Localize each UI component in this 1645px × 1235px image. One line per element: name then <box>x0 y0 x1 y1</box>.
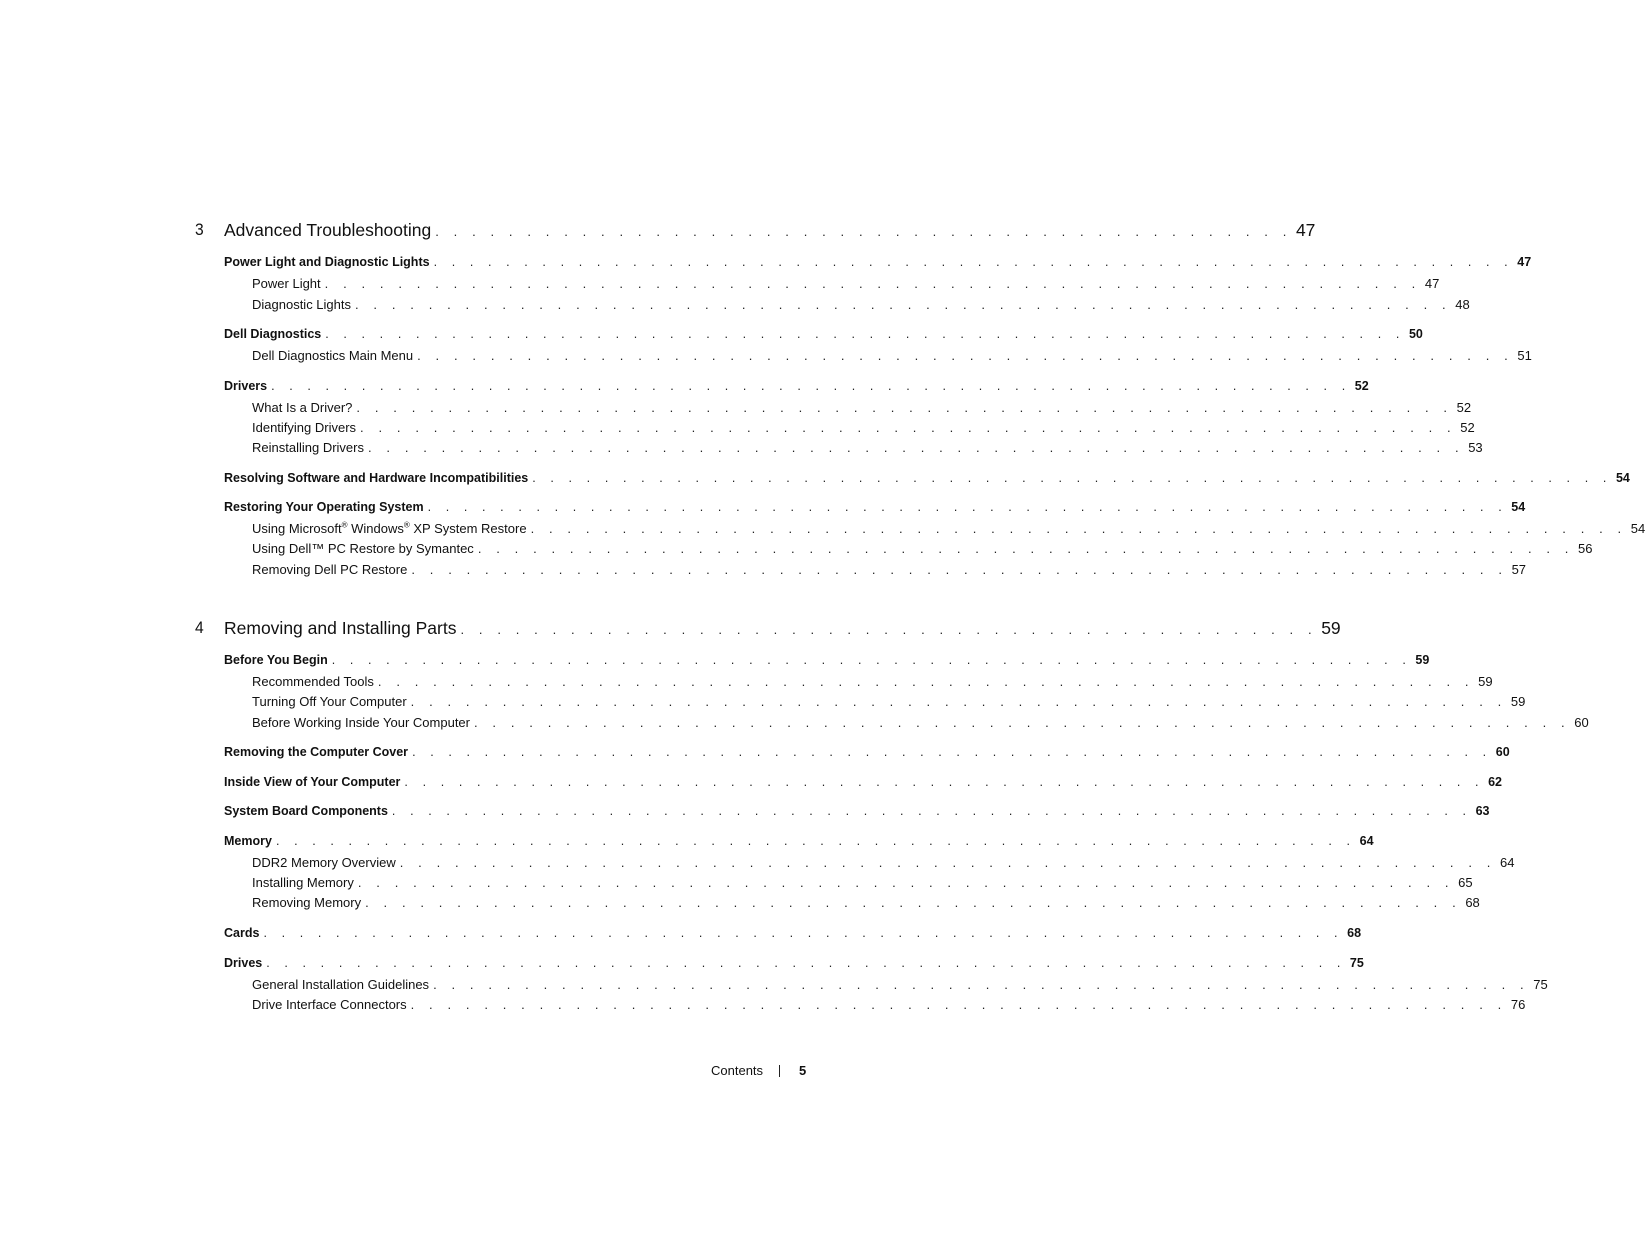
toc-entry-label: Reinstalling Drivers <box>252 440 364 455</box>
toc-entry-page-number: 76 <box>1510 997 1526 1012</box>
toc-entry-removing-dell-pc-restore[interactable] <box>252 560 1527 580</box>
toc-entry-power-light[interactable] <box>252 274 1440 294</box>
toc-entry-resolving-software-and-hardware-incompatibilities[interactable] <box>224 468 1630 488</box>
toc-entry-label: Installing Memory <box>252 875 354 890</box>
dot-leader: . . . . . . . . . . . . . . . . . . . . . . . . . . . . . . . . . . . . . . . . . . . . . . . . . . . . . . . . . . . . <box>356 400 1453 415</box>
dot-leader: . . . . . . . . . . . . . . . . . . . . . . . . . . . . . . . . . . . . . . . . . . . . . . . . . . . . . . . . . . . . <box>412 745 1492 759</box>
dot-leader: . . . . . . . . . . . . . . . . . . . . . . . . . . . . . . . . . . . . . . . . . . . . . . . . . . . . . . . . . . . . <box>324 276 1421 291</box>
toc-entry-page-number: 51 <box>1517 348 1532 363</box>
toc-entry-label: DDR2 Memory Overview <box>252 855 396 870</box>
toc-entry-page-number: 47 <box>1424 276 1440 291</box>
dot-leader: . . . . . . . . . . . . . . . . . . . . . . . . . . . . . . . . . . . . . . . . . . . . . . . . . . . . . . . . . . . . <box>399 855 1496 870</box>
dot-leader: . . . . . . . . . . . . . . . . . . . . . . . . . . . . . . . . . . . . . . . . . . . . . . . . . . . . . . . . . . . . <box>477 541 1575 556</box>
toc-entry-drive-interface-connectors[interactable] <box>252 995 1526 1015</box>
toc-entry-cards[interactable] <box>224 923 1362 943</box>
toc-entry-recommended-tools[interactable] <box>252 672 1493 692</box>
dot-leader: . . . . . . . . . . . . . . . . . . . . . . . . . . . . . . . . . . . . . . . . . . . . . . . . . . . . . . . . . . . . <box>357 875 1455 890</box>
chapter-page-number: 47 <box>1295 220 1316 240</box>
toc-entry-label: Dell Diagnostics <box>224 327 322 341</box>
toc-entry-what-is-a-driver[interactable] <box>252 398 1472 418</box>
toc-entry-installing-memory[interactable] <box>252 873 1473 893</box>
toc-entry-page-number: 68 <box>1347 926 1362 940</box>
toc-entry-diagnostic-lights[interactable] <box>252 295 1470 315</box>
chapter-title: Removing and Installing Parts <box>224 618 457 638</box>
toc-entry-page-number: 54 <box>1630 521 1645 536</box>
toc-entry-label: Drive Interface Connectors <box>252 997 407 1012</box>
toc-entry-page-number: 54 <box>1511 500 1526 514</box>
toc-entry-page-number: 52 <box>1456 400 1472 415</box>
toc-entry-page-number: 52 <box>1460 420 1475 435</box>
toc-entry-page-number: 60 <box>1495 745 1510 759</box>
toc-entry-dell-diagnostics-main-menu[interactable] <box>252 346 1532 366</box>
toc-entry-page-number: 59 <box>1415 653 1430 667</box>
dot-leader: . . . . . . . . . . . . . . . . . . . . . . . . . . . . . . . . . . . . . . . . . . . . . . . <box>460 622 1318 637</box>
toc-entry-drivers[interactable] <box>224 376 1369 396</box>
toc-entry-page-number: 60 <box>1574 715 1589 730</box>
chapter-heading[interactable] <box>195 616 1341 640</box>
toc-entry-page-number: 65 <box>1458 875 1473 890</box>
chapter-heading[interactable] <box>195 218 1316 242</box>
toc-entry-label: Identifying Drivers <box>252 420 357 435</box>
dot-leader: . . . . . . . . . . . . . . . . . . . . . . . . . . . . . . . . . . . . . . . . . . . . . . . . . . . . . . . . . . . . <box>427 500 1508 514</box>
toc-entry-page-number: 54 <box>1615 471 1630 485</box>
dot-leader: . . . . . . . . . . . . . . . . . . . . . . . . . . . . . . . . . . . . . . . . . . . . . . . . . . . . . . . . . . . . <box>410 997 1507 1012</box>
toc-entry-inside-view-of-your-computer[interactable] <box>224 772 1503 792</box>
chapter-number: 3 <box>195 220 204 239</box>
dot-leader: . . . . . . . . . . . . . . . . . . . . . . . . . . . . . . . . . . . . . . . . . . . . . . . . . . . . . . . . . . . . <box>377 674 1475 689</box>
toc-entry-before-you-begin[interactable] <box>224 650 1430 670</box>
footer-page-number: 5 <box>799 1063 807 1078</box>
dot-leader: . . . . . . . . . . . . . . . . . . . . . . . . . . . . . . . . . . . . . . . . . . . . . . . . . . . . . . . . . . . . <box>360 420 1457 435</box>
toc-entry-ddr2-memory-overview[interactable] <box>252 853 1515 873</box>
toc-entry-page-number: 48 <box>1455 297 1470 312</box>
toc-entry-drives[interactable] <box>224 953 1364 973</box>
toc-entry-page-number: 53 <box>1468 440 1483 455</box>
dot-leader: . . . . . . . . . . . . . . . . . . . . . . . . . . . . . . . . . . . . . . . . . . . . . . . . . . . . . . . . . . . . <box>275 834 1356 848</box>
toc-entry-label: Memory <box>224 834 272 848</box>
toc-entry-page-number: 75 <box>1533 977 1548 992</box>
toc-entry-label: Inside View of Your Computer <box>224 775 401 789</box>
toc-entry-general-installation-guidelines[interactable] <box>252 975 1548 995</box>
dot-leader: . . . . . . . . . . . . . . . . . . . . . . . . . . . . . . . . . . . . . . . . . . . . . . . . . . . . . . . . . . . . <box>474 715 1571 730</box>
toc-entry-page-number: 63 <box>1475 804 1490 818</box>
dot-leader: . . . . . . . . . . . . . . . . . . . . . . . . . . . . . . . . . . . . . . . . . . . . . . . . . . . . . . . . . . . . <box>417 348 1514 363</box>
toc-entry-label: Restoring Your Operating System <box>224 500 424 514</box>
toc-entry-before-working-inside-your-computer[interactable] <box>252 713 1589 733</box>
toc-entry-label: Removing the Computer Cover <box>224 745 409 759</box>
dot-leader: . . . . . . . . . . . . . . . . . . . . . . . . . . . . . . . . . . . . . . . . . . . . . . . . . . . . . . . . . . . . <box>367 440 1465 455</box>
toc-entry-page-number: 75 <box>1349 956 1364 970</box>
toc-entry-restoring-your-operating-system[interactable] <box>224 497 1526 517</box>
toc-entry-memory[interactable] <box>224 831 1374 851</box>
dot-leader: . . . . . . . . . . . . . . . . . . . . . . . . . . . . . . . . . . . . . . . . . . . . . . . . . . . . . . . . . . . . <box>331 653 1412 667</box>
toc-entry-turning-off-your-computer[interactable] <box>252 692 1526 712</box>
toc-entry-label: Using Microsoft® Windows® XP System Restore <box>252 520 527 536</box>
dot-leader: . . . . . . . . . . . . . . . . . . . . . . . . . . . . . . . . . . . . . . . . . . . . . . . . . . . . . . . . . . . . <box>530 521 1627 536</box>
dot-leader: . . . . . . . . . . . . . . . . . . . . . . . . . . . . . . . . . . . . . . . . . . . . . . . <box>435 224 1292 239</box>
toc-entry-label: Before Working Inside Your Computer <box>252 715 470 730</box>
footer-divider <box>779 1065 780 1077</box>
toc-entry-dell-diagnostics[interactable] <box>224 324 1423 344</box>
dot-leader: . . . . . . . . . . . . . . . . . . . . . . . . . . . . . . . . . . . . . . . . . . . . . . . . . . . . . . . . . . . . <box>271 379 1351 393</box>
dot-leader: . . . . . . . . . . . . . . . . . . . . . . . . . . . . . . . . . . . . . . . . . . . . . . . . . . . . . . . . . . . . <box>532 471 1612 485</box>
dot-leader: . . . . . . . . . . . . . . . . . . . . . . . . . . . . . . . . . . . . . . . . . . . . . . . . . . . . . . . . . . . . <box>355 297 1452 312</box>
toc-entry-removing-the-computer-cover[interactable] <box>224 742 1510 762</box>
toc-entry-label: Removing Dell PC Restore <box>252 562 408 577</box>
toc-entry-page-number: 59 <box>1510 694 1526 709</box>
dot-leader: . . . . . . . . . . . . . . . . . . . . . . . . . . . . . . . . . . . . . . . . . . . . . . . . . . . . . . . . . . . . <box>391 804 1472 818</box>
chapter-title: Advanced Troubleshooting <box>224 220 432 240</box>
toc-entry-page-number: 50 <box>1408 327 1423 341</box>
toc-entry-label: Removing Memory <box>252 895 362 910</box>
toc-entry-label: Drivers <box>224 379 268 393</box>
dot-leader: . . . . . . . . . . . . . . . . . . . . . . . . . . . . . . . . . . . . . . . . . . . . . . . . . . . . . . . . . . . . <box>263 926 1344 940</box>
dot-leader: . . . . . . . . . . . . . . . . . . . . . . . . . . . . . . . . . . . . . . . . . . . . . . . . . . . . . . . . . . . . <box>410 694 1507 709</box>
toc-entry-page-number: 68 <box>1465 895 1480 910</box>
toc-entry-label: Power Light <box>252 276 321 291</box>
dot-leader: . . . . . . . . . . . . . . . . . . . . . . . . . . . . . . . . . . . . . . . . . . . . . . . . . . . . . . . . . . . . <box>411 562 1508 577</box>
dot-leader: . . . . . . . . . . . . . . . . . . . . . . . . . . . . . . . . . . . . . . . . . . . . . . . . . . . . . . . . . . . . <box>266 956 1346 970</box>
toc-entry-label: Drives <box>224 956 263 970</box>
toc-entry-label: Dell Diagnostics Main Menu <box>252 348 414 363</box>
toc-entry-identifying-drivers[interactable] <box>252 418 1475 438</box>
toc-entry-using-microsoft-windows-xp-system-restore[interactable] <box>252 519 1645 539</box>
toc-entry-page-number: 47 <box>1517 255 1532 269</box>
toc-entry-label: General Installation Guidelines <box>252 977 430 992</box>
toc-entry-page-number: 59 <box>1478 674 1493 689</box>
dot-leader: . . . . . . . . . . . . . . . . . . . . . . . . . . . . . . . . . . . . . . . . . . . . . . . . . . . . . . . . . . . . <box>365 895 1462 910</box>
toc-entry-page-number: 62 <box>1488 775 1503 789</box>
toc-entry-label: Using Dell™ PC Restore by Symantec <box>252 541 474 556</box>
toc-entry-power-light-and-diagnostic-lights[interactable] <box>224 252 1532 272</box>
dot-leader: . . . . . . . . . . . . . . . . . . . . . . . . . . . . . . . . . . . . . . . . . . . . . . . . . . . . . . . . . . . . <box>325 327 1405 341</box>
toc-entry-label: Turning Off Your Computer <box>252 694 407 709</box>
toc-entry-label: What Is a Driver? <box>252 400 353 415</box>
toc-entry-page-number: 57 <box>1511 562 1527 577</box>
toc-entry-page-number: 64 <box>1359 834 1374 848</box>
toc-entry-page-number: 56 <box>1578 541 1593 556</box>
chapter-page-number: 59 <box>1321 618 1341 638</box>
toc-entry-label: System Board Components <box>224 804 388 818</box>
footer-label: Contents <box>711 1063 764 1078</box>
toc-entry-label: Power Light and Diagnostic Lights <box>224 255 430 269</box>
toc-entry-removing-memory[interactable] <box>252 893 1480 913</box>
dot-leader: . . . . . . . . . . . . . . . . . . . . . . . . . . . . . . . . . . . . . . . . . . . . . . . . . . . . . . . . . . . . <box>404 775 1485 789</box>
toc-entry-label: Diagnostic Lights <box>252 297 351 312</box>
dot-leader: . . . . . . . . . . . . . . . . . . . . . . . . . . . . . . . . . . . . . . . . . . . . . . . . . . . . . . . . . . . . <box>433 977 1530 992</box>
toc-entry-page-number: 64 <box>1499 855 1515 870</box>
toc-entry-label: Recommended Tools <box>252 674 374 689</box>
toc-entry-page-number: 52 <box>1354 379 1369 393</box>
dot-leader: . . . . . . . . . . . . . . . . . . . . . . . . . . . . . . . . . . . . . . . . . . . . . . . . . . . . . . . . . . . . <box>433 255 1514 269</box>
toc-entry-label: Resolving Software and Hardware Incompatibilities <box>224 471 529 485</box>
toc-entry-using-dell-pc-restore-by-symantec[interactable] <box>252 539 1593 559</box>
toc-entry-system-board-components[interactable] <box>224 801 1490 821</box>
chapter-number: 4 <box>195 618 204 637</box>
toc-entry-label: Before You Begin <box>224 653 328 667</box>
toc-entry-reinstalling-drivers[interactable] <box>252 438 1483 458</box>
toc-entry-label: Cards <box>224 926 260 940</box>
